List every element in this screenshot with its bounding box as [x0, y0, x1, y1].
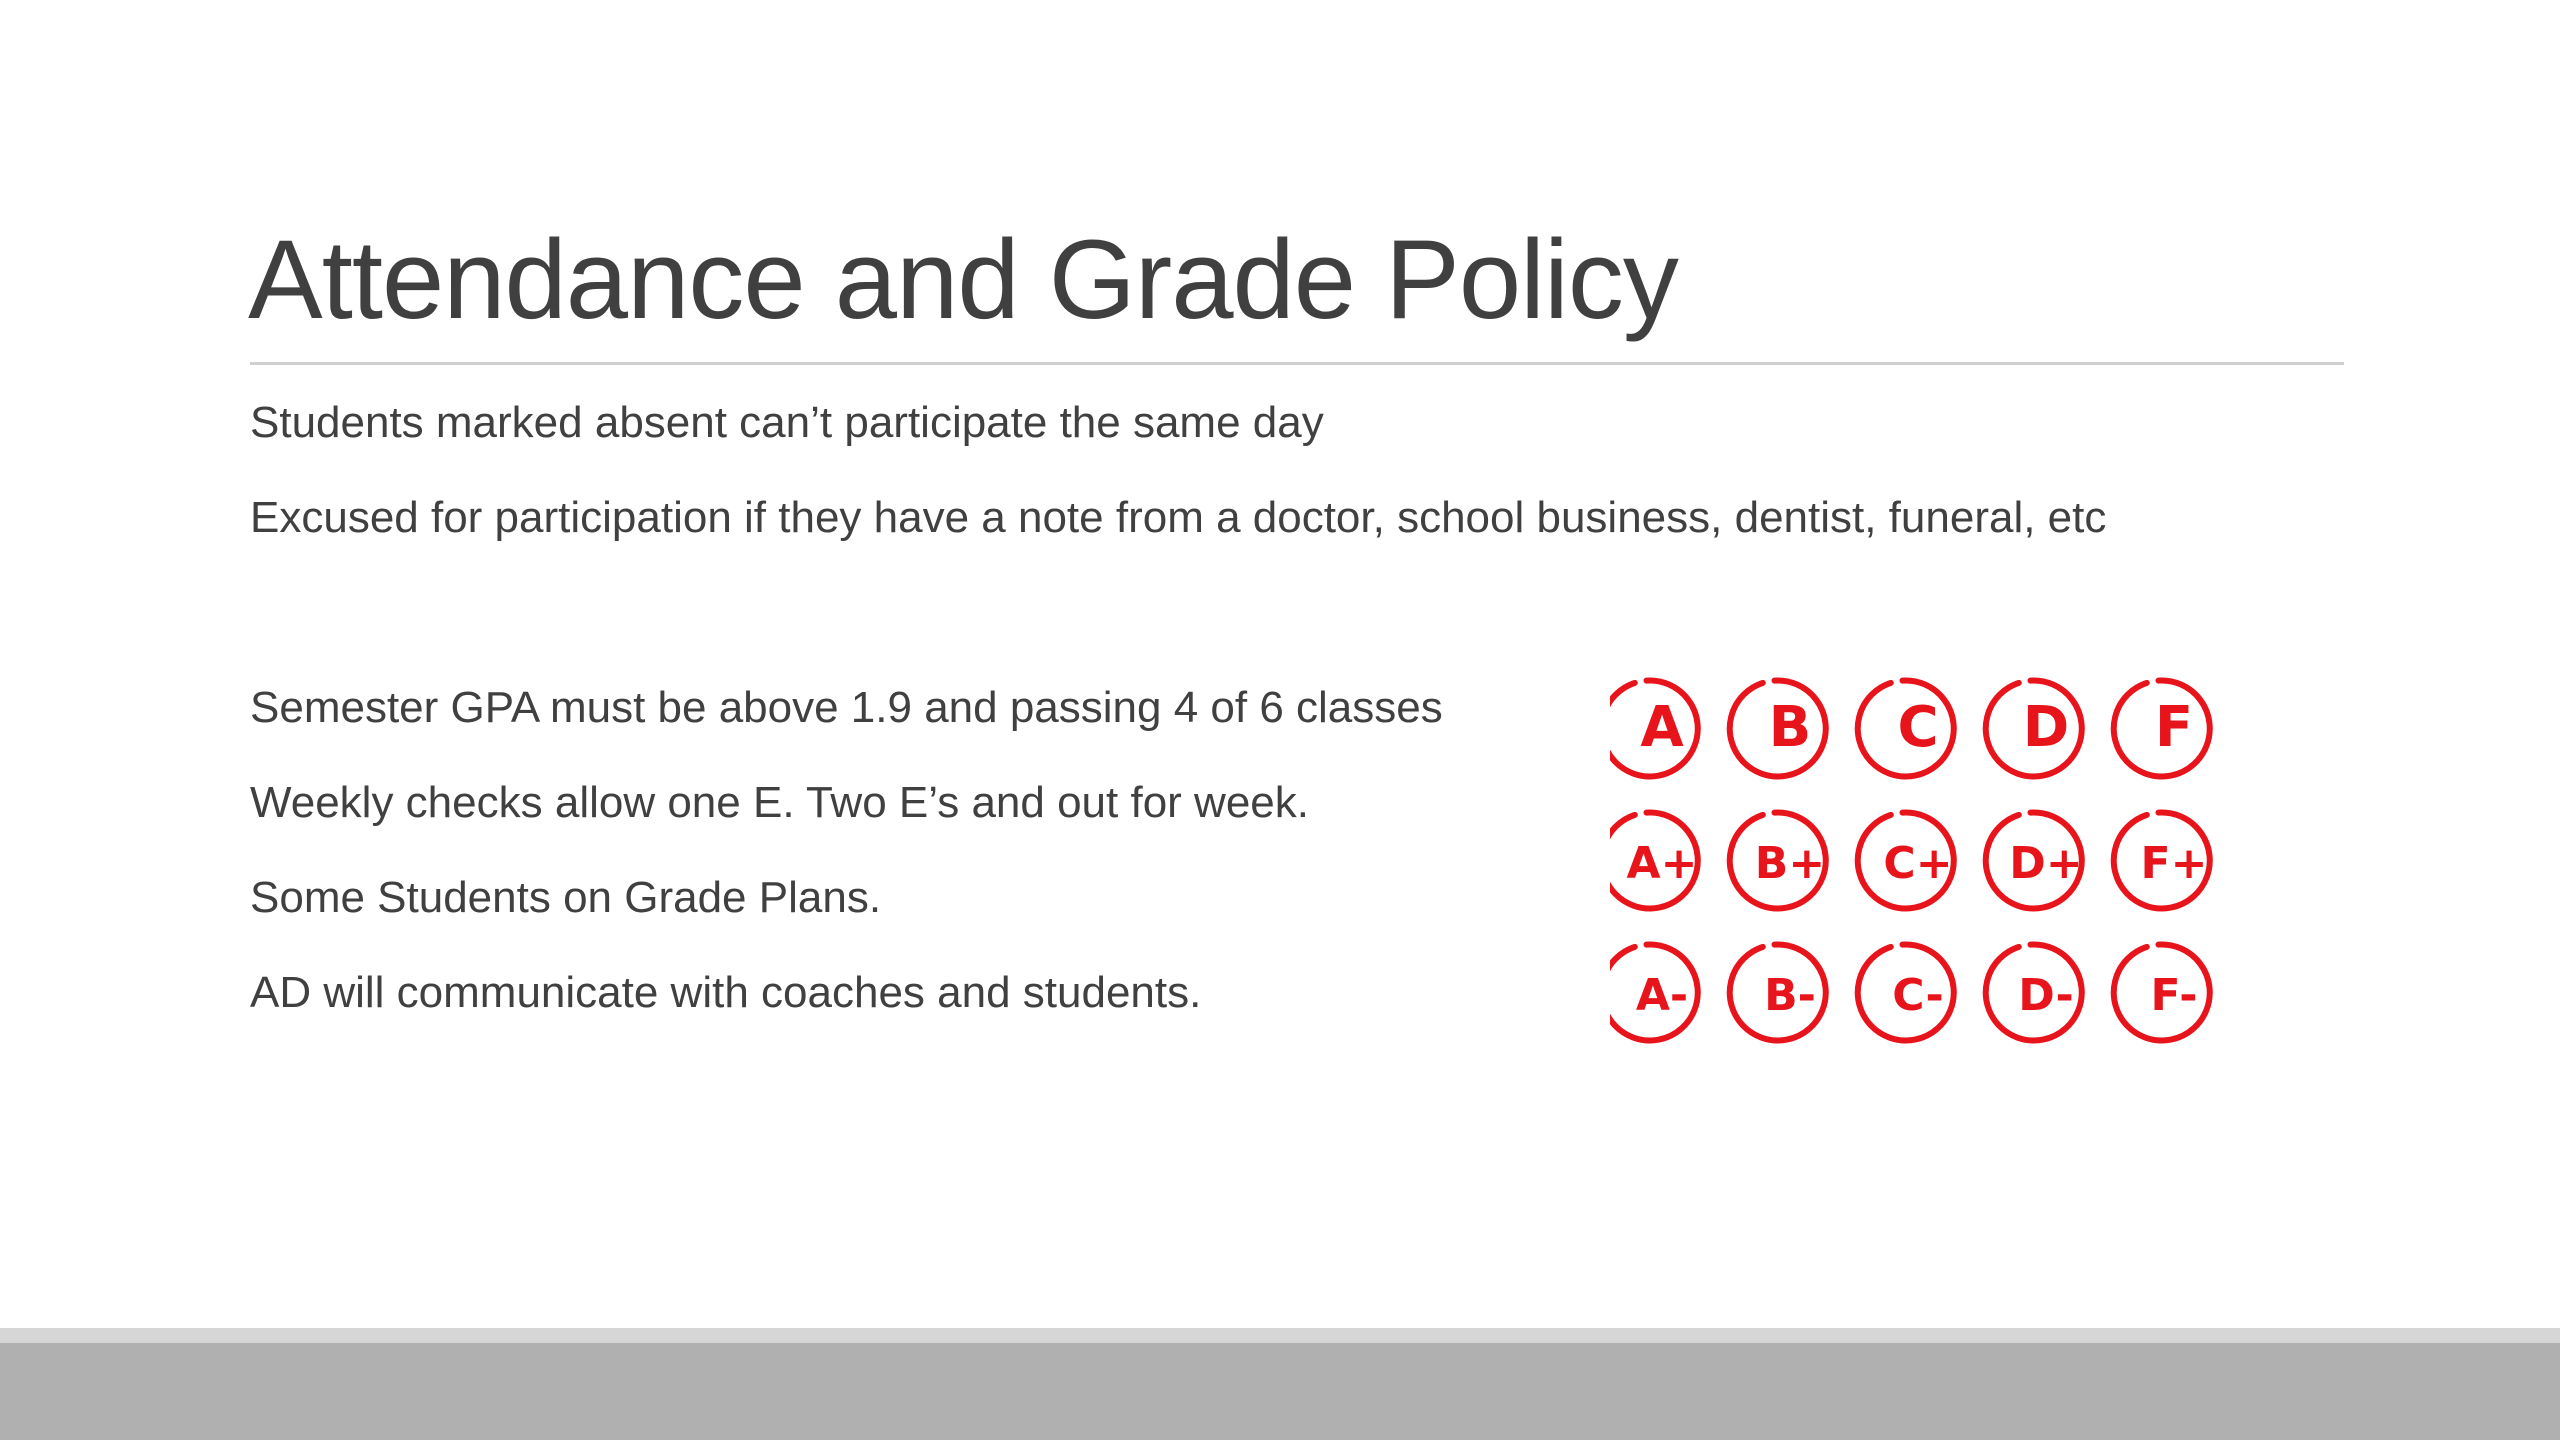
title-divider — [250, 362, 2344, 365]
grade-label: A+ — [1626, 838, 1698, 889]
grade-mark-c-minus — [1858, 944, 1954, 1040]
grade-label: A — [1640, 695, 1684, 760]
grade-mark-d — [1986, 680, 2082, 776]
grade-mark-f — [2114, 680, 2210, 776]
grade-label: B+ — [1754, 838, 1826, 889]
grade-mark-a-minus — [1610, 944, 1698, 1040]
footer-band-light — [0, 1328, 2560, 1343]
grade-line-ad: AD will communicate with coaches and students. — [250, 968, 1202, 1017]
grade-label: B- — [1764, 970, 1816, 1021]
grade-line-gpa: Semester GPA must be above 1.9 and passing 4 of 6 classes — [250, 683, 1443, 732]
grade-label: F- — [2150, 970, 2198, 1021]
grade-mark-b — [1730, 680, 1826, 776]
grade-mark-d-minus — [1986, 944, 2082, 1040]
grade-label: D — [2022, 695, 2070, 760]
grade-label: D+ — [2009, 838, 2083, 889]
attendance-line-excused: Excused for participation if they have a note from a doctor, school business, dentist, funeral, etc — [250, 493, 2107, 542]
grade-circles-image — [1610, 668, 2240, 1048]
grade-mark-a-plus — [1610, 812, 1698, 908]
grade-mark-f-minus — [2114, 944, 2210, 1040]
grade-mark-b-minus — [1730, 944, 1826, 1040]
grade-line-plans: Some Students on Grade Plans. — [250, 873, 882, 922]
grade-line-weekly: Weekly checks allow one E. Two E’s and out for week. — [250, 778, 1309, 827]
grade-mark-d-plus — [1986, 812, 2083, 908]
grade-label: D- — [2018, 970, 2074, 1021]
slide-title: Attendance and Grade Policy — [248, 217, 1678, 342]
footer-band-dark — [0, 1343, 2560, 1440]
grade-label: B — [1768, 695, 1812, 760]
grade-label: F — [2154, 695, 2194, 760]
grade-label: A- — [1635, 970, 1689, 1021]
grade-circles-svg — [1610, 668, 2240, 1048]
grade-label: C — [1897, 695, 1939, 760]
grade-mark-b-plus — [1730, 812, 1826, 908]
grade-mark-a — [1610, 680, 1698, 776]
attendance-line-absent: Students marked absent can’t participate the same day — [250, 398, 1324, 447]
grade-mark-f-plus — [2114, 812, 2210, 908]
grade-label: F+ — [2140, 838, 2208, 889]
grade-label: C+ — [1883, 838, 1953, 889]
grade-mark-c-plus — [1858, 812, 1954, 908]
grade-label: C- — [1892, 970, 1944, 1021]
grade-mark-c — [1858, 680, 1954, 776]
